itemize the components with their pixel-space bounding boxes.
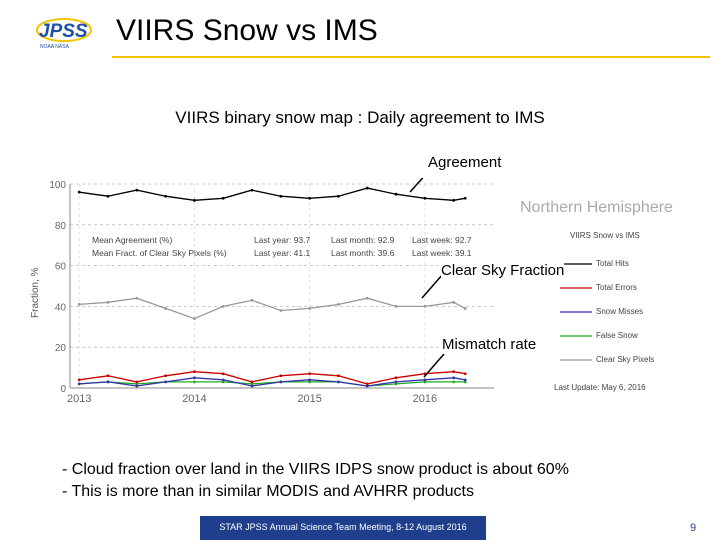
data-point-total-errors — [222, 372, 225, 375]
logo-subtext: NOAA NASA — [40, 44, 69, 50]
data-point-snow-misses — [78, 383, 81, 386]
data-point-clear-sky-pixels — [452, 301, 455, 304]
data-point-total-hits — [251, 189, 254, 192]
footer-text: STAR JPSS Annual Science Team Meeting, 8-12 August 2016 — [219, 522, 467, 532]
data-point-total-errors — [193, 370, 196, 373]
data-point-snow-misses — [135, 385, 138, 388]
legend-label-total-hits: Total Hits — [596, 259, 629, 268]
callout-agreement: Agreement — [428, 154, 502, 171]
data-point-total-errors — [279, 374, 282, 377]
stats-clearsky-year: Last year: 41.1 — [254, 248, 311, 258]
data-point-total-hits — [366, 187, 369, 190]
stats-box — [92, 235, 472, 258]
bullet-cloud-fraction: - Cloud fraction over land in the VIIRS IDPS snow product is about 60% — [62, 461, 569, 478]
data-point-snow-misses — [464, 378, 467, 381]
data-point-total-hits — [464, 197, 467, 200]
data-point-snow-misses — [193, 376, 196, 379]
jpss-logo — [34, 14, 98, 50]
data-point-total-errors — [464, 372, 467, 375]
data-point-total-errors — [366, 383, 369, 386]
data-point-clear-sky-pixels — [135, 297, 138, 300]
data-point-snow-misses — [107, 380, 110, 383]
data-point-clear-sky-pixels — [222, 305, 225, 308]
data-point-total-hits — [222, 197, 225, 200]
stats-clearsky-week: Last week: 39.1 — [412, 248, 472, 258]
data-point-total-errors — [135, 380, 138, 383]
legend-label-false-snow: False Snow — [596, 331, 638, 340]
arrow-agreement — [410, 178, 428, 192]
legend-label-clear-sky: Clear Sky Pixels — [596, 355, 655, 364]
jpss-logo-mark — [37, 19, 91, 50]
bullet-comparison: - This is more than in similar MODIS and AVHRR products — [62, 483, 474, 500]
last-update-text: Last Update: May 6, 2016 — [554, 383, 646, 392]
legend-title: VIIRS Snow vs IMS — [570, 231, 640, 240]
x-tick-label: 2016 — [412, 393, 438, 404]
grid-lines — [70, 184, 494, 388]
data-point-total-hits — [452, 199, 455, 202]
stats-agreement-label: Mean Agreement (%) — [92, 235, 173, 245]
data-point-snow-misses — [452, 376, 455, 379]
data-point-total-errors — [308, 372, 311, 375]
data-point-total-errors — [164, 374, 167, 377]
data-point-false-snow — [193, 380, 196, 383]
data-point-snow-misses — [251, 385, 254, 388]
data-point-total-hits — [135, 189, 138, 192]
data-point-total-errors — [107, 374, 110, 377]
data-point-clear-sky-pixels — [423, 305, 426, 308]
y-axis-label: Fraction, % — [30, 267, 41, 318]
y-tick-label: 40 — [54, 302, 66, 314]
series-line-clear-sky-pixels — [79, 298, 465, 318]
slide-title: VIIRS Snow vs IMS — [116, 14, 378, 47]
callout-clear-sky: Clear Sky Fraction — [441, 262, 565, 279]
callout-mismatch: Mismatch rate — [442, 336, 537, 353]
data-point-snow-misses — [395, 380, 398, 383]
data-point-total-hits — [395, 193, 398, 196]
snow-agreement-chart — [26, 178, 708, 404]
data-point-total-errors — [337, 374, 340, 377]
x-tick-label: 2015 — [297, 393, 322, 404]
stats-agreement-year: Last year: 93.7 — [254, 235, 311, 245]
data-point-total-errors — [78, 378, 81, 381]
data-point-total-errors — [452, 370, 455, 373]
data-point-clear-sky-pixels — [337, 303, 340, 306]
data-point-snow-misses — [164, 380, 167, 383]
y-tick-label: 0 — [60, 384, 66, 395]
data-point-total-hits — [78, 191, 81, 194]
data-point-clear-sky-pixels — [308, 307, 311, 310]
data-point-clear-sky-pixels — [164, 307, 167, 310]
title-divider — [112, 56, 710, 58]
page-number: 9 — [690, 522, 697, 534]
data-point-snow-misses — [337, 380, 340, 383]
logo-text: JPSS — [39, 21, 88, 42]
data-point-total-hits — [107, 195, 110, 198]
region-label: Northern Hemisphere — [520, 199, 673, 216]
data-point-total-hits — [337, 195, 340, 198]
data-point-false-snow — [452, 380, 455, 383]
data-point-total-errors — [251, 380, 254, 383]
data-point-total-hits — [164, 195, 167, 198]
data-point-snow-misses — [308, 378, 311, 381]
data-point-total-hits — [423, 197, 426, 200]
stats-clearsky-month: Last month: 39.6 — [331, 248, 395, 258]
series-lines — [78, 187, 467, 388]
y-tick-label: 80 — [54, 220, 66, 232]
y-tick-label: 60 — [54, 261, 66, 273]
data-point-clear-sky-pixels — [279, 309, 282, 312]
x-tick-label: 2013 — [66, 393, 92, 404]
data-point-snow-misses — [423, 378, 426, 381]
data-point-total-hits — [279, 195, 282, 198]
data-point-snow-misses — [279, 380, 282, 383]
stats-clearsky-label: Mean Fract. of Clear Sky Pixels (%) — [92, 248, 227, 258]
data-point-total-errors — [395, 376, 398, 379]
legend-label-total-errors: Total Errors — [596, 283, 637, 292]
slide-subtitle: VIIRS binary snow map : Daily agreement to IMS — [175, 108, 545, 127]
y-tick-label: 20 — [54, 343, 66, 355]
data-point-clear-sky-pixels — [464, 307, 467, 310]
data-point-total-hits — [193, 199, 196, 202]
data-point-snow-misses — [222, 378, 225, 381]
x-tick-label: 2014 — [182, 393, 207, 404]
data-point-clear-sky-pixels — [107, 301, 110, 304]
stats-agreement-month: Last month: 92.9 — [331, 235, 395, 245]
legend-label-snow-misses: Snow Misses — [596, 307, 644, 316]
data-point-clear-sky-pixels — [193, 317, 196, 320]
data-point-clear-sky-pixels — [395, 305, 398, 308]
y-tick-label: 100 — [49, 180, 66, 191]
data-point-total-hits — [308, 197, 311, 200]
data-point-clear-sky-pixels — [251, 299, 254, 302]
data-point-clear-sky-pixels — [366, 297, 369, 300]
legend — [554, 231, 654, 392]
data-point-clear-sky-pixels — [78, 303, 81, 306]
stats-agreement-week: Last week: 92.7 — [412, 235, 472, 245]
